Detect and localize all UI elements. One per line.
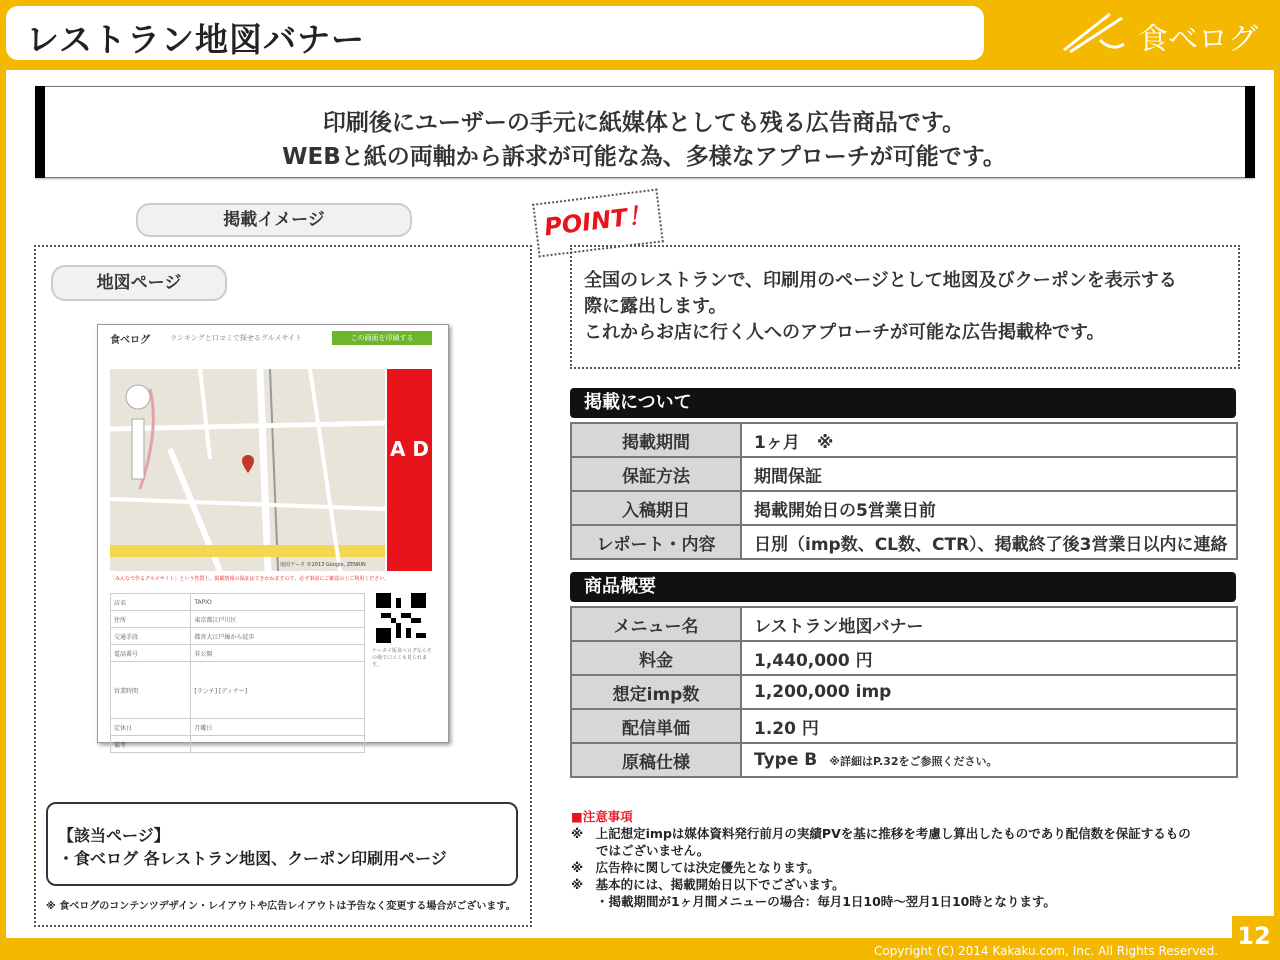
desc-line-2: 際に露出します。	[584, 296, 727, 317]
caution-notes	[571, 808, 1191, 910]
qr-caption: ケータイ版食べログならその場で口コミも見られます。	[372, 648, 432, 668]
spec-note: ※詳細はP.32をご参照ください。	[829, 755, 998, 768]
table-row	[571, 457, 1237, 491]
info-value: [ランチ] [ディナー]	[191, 662, 365, 719]
table-row	[111, 662, 365, 719]
table-row	[111, 645, 365, 662]
caution-title: ■注意事項	[571, 809, 633, 824]
info-value: 東京都江戸川区	[191, 611, 365, 628]
row-value: レストラン地図バナー	[741, 607, 1237, 641]
row-key: 想定imp数	[571, 675, 741, 709]
headline-line-1: 印刷後にユーザーの手元に紙媒体としても残る広告商品です。	[322, 110, 966, 136]
caution-line: ※ 上記想定impは媒体資料発行前月の実績PVを基に推移を考慮し算出したものであり配信数を保証するもの	[571, 826, 1191, 841]
logo-text: 食べログ	[1138, 22, 1258, 57]
row-key: レポート・内容	[571, 525, 741, 559]
caution-line: ※ 基本的には、掲載開始日以下でございます。	[571, 877, 845, 892]
row-key: 原稿仕様	[571, 743, 741, 777]
image-label: 掲載イメージ	[136, 203, 412, 237]
placement-table	[570, 422, 1238, 560]
mock-logo: 食べログ	[110, 335, 150, 346]
restaurant-info-table	[110, 593, 365, 753]
table-row	[111, 628, 365, 645]
layout-footnote: ※ 食べログのコンテンツデザイン・レイアウトや広告レイアウトは予告なく変更する場合がございます。	[46, 901, 516, 912]
tabelog-logo	[1060, 10, 1270, 57]
row-value: 掲載開始日の5営業日前	[741, 491, 1237, 525]
point-badge: POINT！	[532, 189, 664, 258]
mock-tagline: ランキングと口コミで探せるグルメサイト	[170, 334, 303, 342]
section-header-placement: 掲載について	[570, 388, 1236, 418]
row-key: 配信単価	[571, 709, 741, 743]
info-key: 電話番号	[111, 645, 191, 662]
notice-title: 【該当ページ】	[58, 826, 170, 845]
row-key: 入稿期日	[571, 491, 741, 525]
headline-line-2: WEBと紙の両軸から訴求が可能な為、多様なアプローチが可能です。	[282, 144, 1006, 170]
info-key: 店名	[111, 594, 191, 611]
map-page-label: 地図ページ	[51, 265, 227, 301]
info-value: 都営大江戸線から徒歩	[191, 628, 365, 645]
row-key: 保証方法	[571, 457, 741, 491]
chopsticks-icon	[1060, 10, 1134, 54]
table-row	[571, 607, 1237, 641]
map-view[interactable]	[110, 369, 385, 571]
map-pin-icon	[242, 455, 254, 473]
info-value: 非公開	[191, 645, 365, 662]
table-row	[571, 525, 1237, 559]
caution-line: ・掲載期間が1ヶ月間メニューの場合：毎月1日10時～翌月1日10時となります。	[571, 894, 1056, 909]
notice-item: ・食べログ 各レストラン地図、クーポン印刷用ページ	[58, 849, 447, 868]
point-description	[584, 268, 1177, 346]
info-key: 備考	[111, 736, 191, 753]
row-key: メニュー名	[571, 607, 741, 641]
row-value: 1,440,000 円	[741, 641, 1237, 675]
row-key: 掲載期間	[571, 423, 741, 457]
info-value: 月曜日	[191, 719, 365, 736]
table-row	[111, 736, 365, 753]
info-value: TAPIO	[191, 594, 365, 611]
table-row	[571, 675, 1237, 709]
page-title: レストラン地図バナー	[26, 20, 366, 59]
section-header-product: 商品概要	[570, 572, 1236, 602]
table-row	[571, 491, 1237, 525]
caution-line: ではございません。	[571, 843, 710, 858]
info-key: 住所	[111, 611, 191, 628]
table-row	[571, 709, 1237, 743]
row-value: 1.20 円	[741, 709, 1237, 743]
map-credit: 地図データ ©2013 Google, ZENRIN	[280, 562, 366, 568]
mock-warning: 「みんなで作るグルメサイト」という性質上、掲載情報の保証はできかねますので、必ず事前にご確認の上ご利用ください。	[110, 576, 390, 582]
row-key: 料金	[571, 641, 741, 675]
row-value	[741, 743, 1237, 777]
product-table	[570, 606, 1238, 778]
copyright: Copyright (C) 2014 Kakaku.com, Inc. All Rights Reserved.	[874, 944, 1219, 958]
row-value: 期間保証	[741, 457, 1237, 491]
caution-line: ※ 広告枠に関しては決定優先となります。	[571, 860, 820, 875]
desc-line-1: 全国のレストランで、印刷用のページとして地図及びクーポンを表示する	[584, 270, 1177, 291]
table-row	[111, 594, 365, 611]
print-button[interactable]: この画面を印刷する	[332, 331, 432, 345]
table-row	[571, 641, 1237, 675]
table-row	[111, 611, 365, 628]
info-key: 定休日	[111, 719, 191, 736]
row-value: 日別（imp数、CL数、CTR）、掲載終了後3営業日以内に連絡	[741, 525, 1237, 559]
table-row	[571, 743, 1237, 777]
page-number: 12	[1232, 916, 1276, 954]
info-value	[191, 736, 365, 753]
desc-line-3: これからお店に行く人へのアプローチが可能な広告掲載枠です。	[584, 322, 1105, 343]
info-key: 交通手段	[111, 628, 191, 645]
table-row	[571, 423, 1237, 457]
info-key: 営業時間	[111, 662, 191, 719]
map-page-mockup	[97, 324, 449, 749]
qr-code-icon	[376, 593, 426, 643]
row-value: 1ヶ月 ※	[741, 423, 1237, 457]
ad-banner[interactable]: A D	[387, 369, 432, 571]
spec-type: Type B	[754, 750, 818, 770]
row-value: 1,200,000 imp	[741, 675, 1237, 709]
table-row	[111, 719, 365, 736]
